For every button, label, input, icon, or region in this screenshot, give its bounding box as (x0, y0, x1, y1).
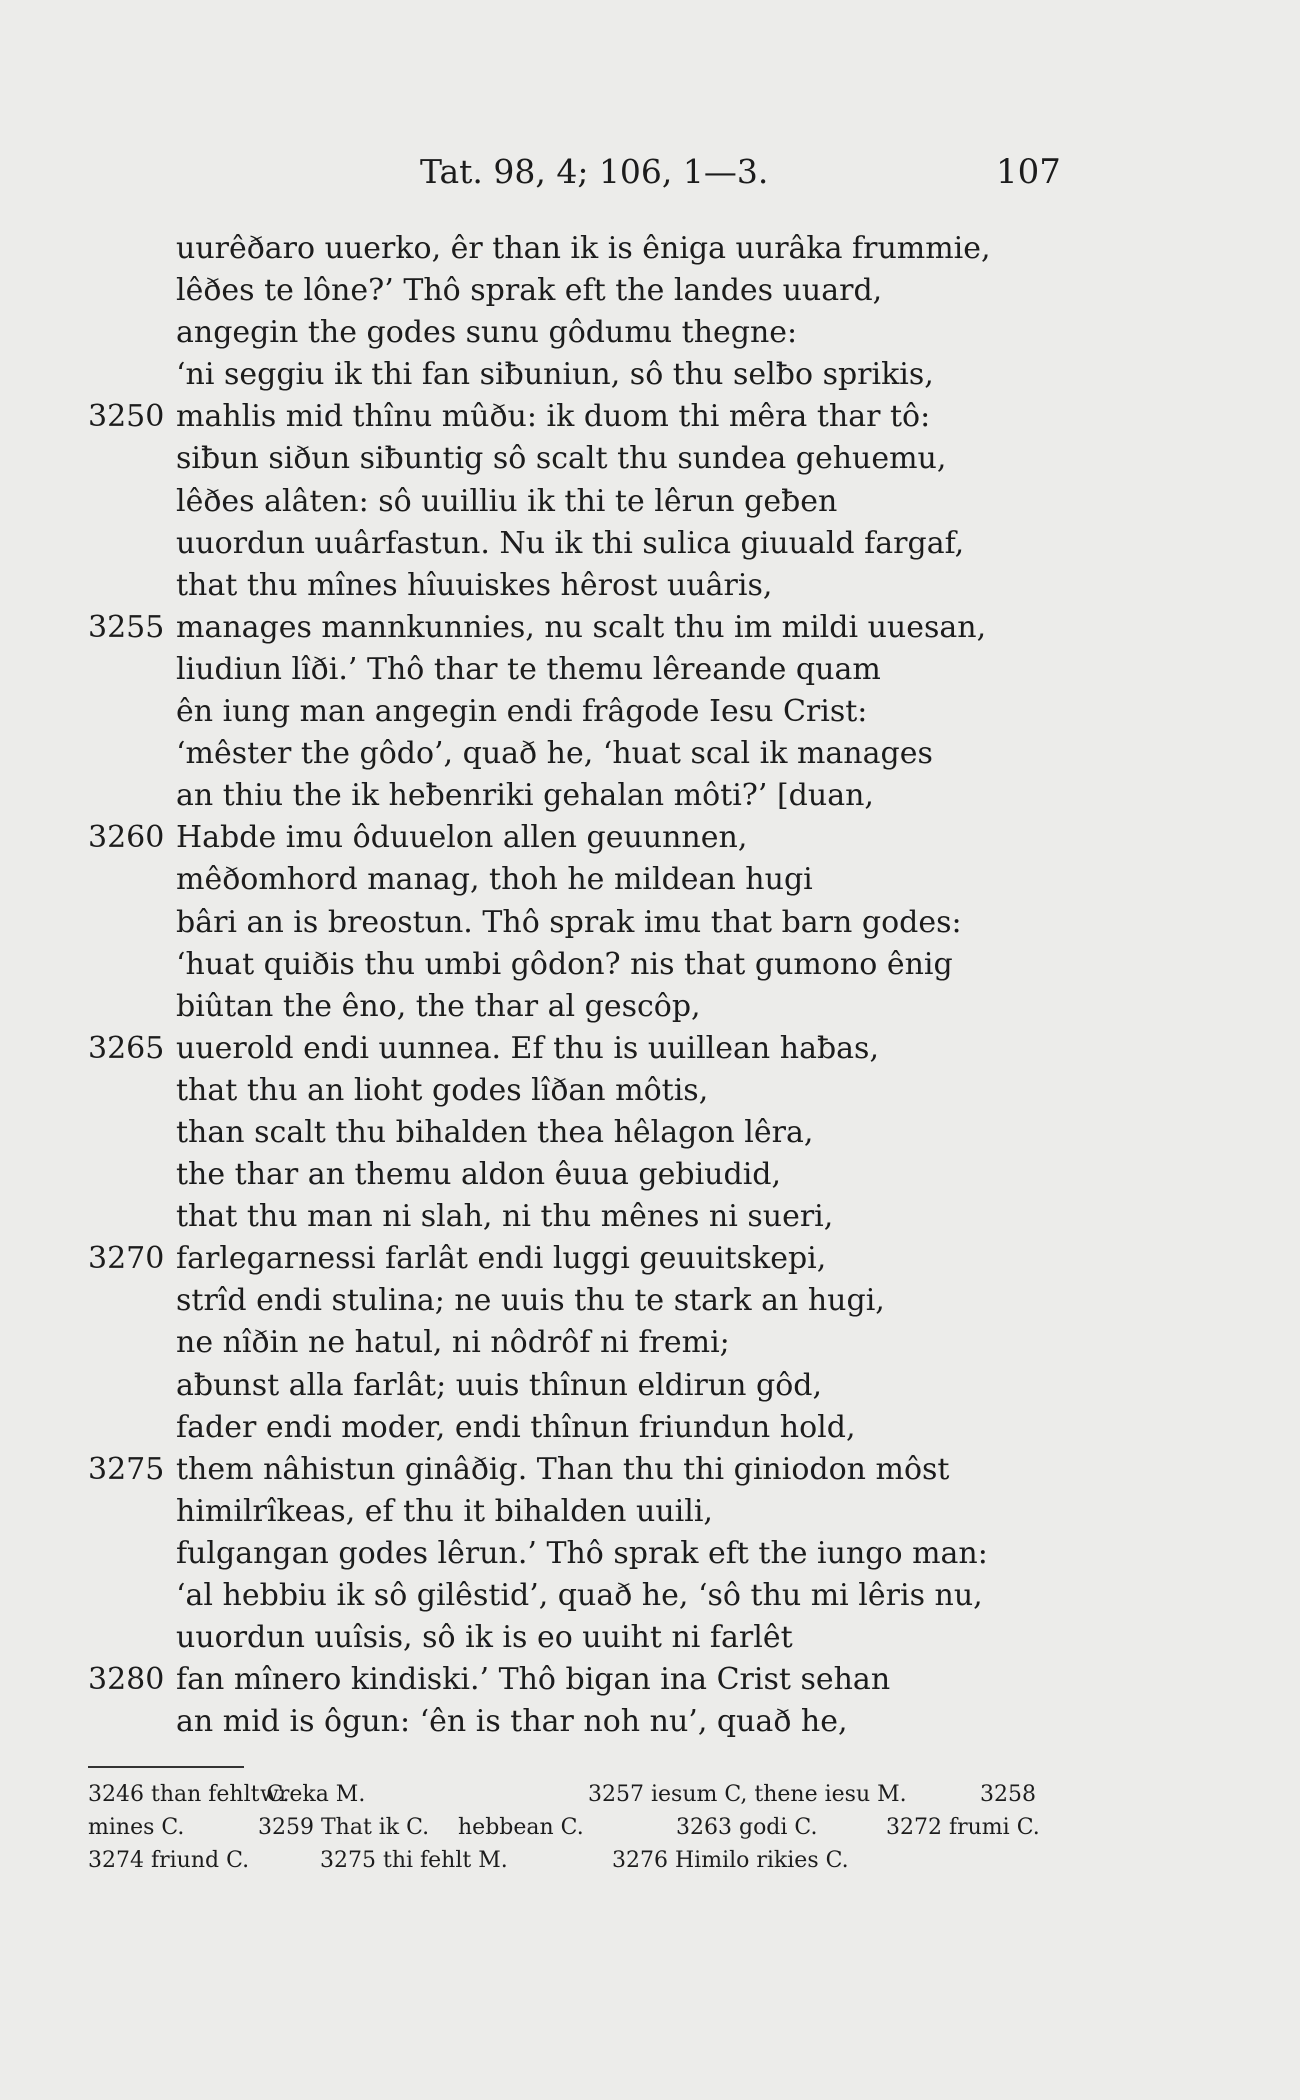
verse-text-line: angegin the godes sunu gôdumu thegne: (176, 315, 798, 351)
footnote-rule (88, 1766, 244, 1768)
verse-line (0, 1449, 1300, 1491)
verse-text-line: fulgangan godes lêrun.’ Thô sprak eft the iungo man: (176, 1535, 988, 1571)
verse-text-line: siƀun siðun siƀuntig sô scalt thu sundea gehuemu, (176, 441, 947, 477)
footnote-line (88, 1844, 1068, 1877)
verse-text-line: the thar an themu aldon êuua gebiudid, (176, 1157, 782, 1193)
verse-line (0, 733, 1300, 775)
verse-text-line: an thiu the ik heƀenriki gehalan môti?’ [duan, (176, 778, 874, 814)
verse-line (0, 1365, 1300, 1407)
footnotes (88, 1778, 1068, 1877)
verse-line (0, 817, 1300, 859)
verse-text-line: that thu mînes hîuuiskes hêrost uuâris, (176, 567, 773, 603)
verse-line (0, 481, 1300, 523)
verse-text-line: ‘ni seggiu ik thi fan siƀuniun, sô thu selƀo sprikis, (176, 357, 934, 393)
verse-text-line: liudiun lîði.’ Thô thar te themu lêreande quam (176, 651, 881, 687)
verse-line (0, 1701, 1300, 1743)
page-header (0, 152, 1300, 196)
footnote-entry: 3272 frumi C. (886, 1815, 1040, 1840)
verse-text-line: manages mannkunnies, nu scalt thu im mildi uuesan, (176, 609, 987, 645)
verse-text-line: ‘huat quiðis thu umbi gôdon? nis that gumono ênig (176, 946, 953, 982)
verse-line (0, 1196, 1300, 1238)
verse-line (0, 1238, 1300, 1280)
footnote-entry: 3259 That ik C. (258, 1815, 430, 1840)
verse-text (0, 228, 1300, 1743)
verse-line (0, 1617, 1300, 1659)
verse-text-line: himilrîkeas, ef thu it bihalden uuili, (176, 1493, 713, 1529)
verse-text-line: fader endi moder, endi thînun friundun hold, (176, 1409, 856, 1445)
line-number: 3260 (88, 820, 165, 856)
verse-line (0, 859, 1300, 901)
verse-line (0, 396, 1300, 438)
verse-text-line: aƀunst alla farlât; uuis thînun eldirun gôd, (176, 1367, 823, 1403)
footnote-entry: wreka M. (260, 1782, 366, 1807)
verse-text-line: ‘al hebbiu ik sô gilêstid’, quað he, ‘sô thu mi lêris nu, (176, 1578, 983, 1613)
verse-line (0, 1491, 1300, 1533)
verse-text-line: fan mînero kindiski.’ Thô bigan ina Crist sehan (176, 1662, 891, 1698)
verse-line (0, 986, 1300, 1028)
verse-text-line: lêðes te lône?’ Thô sprak eft the landes uuard, (176, 273, 883, 309)
footnote-line (88, 1778, 1068, 1811)
verse-text-line: uurêðaro uuerko, êr than ik is êniga uurâka frummie, (176, 231, 991, 266)
verse-text-line: uuordun uuîsis, sô ik is eo uuiht ni farlêt (176, 1620, 793, 1656)
verse-line (0, 1659, 1300, 1701)
verse-text-line: biûtan the êno, the thar al gescôp, (176, 988, 701, 1024)
verse-line (0, 1070, 1300, 1112)
verse-text-line: uuerold endi uunnea. Ef thu is uuillean haƀas, (176, 1030, 879, 1066)
verse-line (0, 1112, 1300, 1154)
verse-line (0, 1028, 1300, 1070)
verse-text-line: farlegarnessi farlât endi luggi geuuitskepi, (176, 1241, 827, 1277)
verse-line (0, 649, 1300, 691)
line-number: 3265 (88, 1030, 165, 1066)
verse-text-line: lêðes alâten: sô uuilliu ik thi te lêrun geƀen (176, 483, 838, 519)
verse-line (0, 1280, 1300, 1322)
verse-text-line: uuordun uuârfastun. Nu ik thi sulica giuuald fargaf, (176, 525, 965, 561)
verse-line (0, 565, 1300, 607)
verse-line (0, 691, 1300, 733)
footnote-entry: 3275 thi fehlt M. (320, 1848, 508, 1873)
footnote-line (88, 1811, 1068, 1844)
footnote-entry: hebbean C. (458, 1815, 584, 1840)
verse-line (0, 607, 1300, 649)
line-number: 3280 (88, 1662, 165, 1698)
footnote-entry: 3263 godi C. (676, 1815, 818, 1840)
line-number: 3275 (88, 1451, 165, 1487)
verse-line (0, 523, 1300, 565)
verse-line (0, 1575, 1300, 1617)
footnote-entry: 3274 friund C. (88, 1848, 250, 1873)
verse-line (0, 1407, 1300, 1449)
line-number: 3270 (88, 1241, 165, 1277)
verse-text-line: ‘mêster the gôdo’, quað he, ‘huat scal ik manages (176, 736, 933, 772)
running-title: Tat. 98, 4; 106, 1—3. (420, 152, 769, 191)
verse-line (0, 775, 1300, 817)
verse-text-line: ne nîðin ne hatul, ni nôdrôf ni fremi; (176, 1325, 730, 1361)
page-number: 107 (996, 152, 1061, 192)
verse-line (0, 270, 1300, 312)
verse-text-line: ên iung man angegin endi frâgode Iesu Crist: (176, 694, 868, 730)
verse-text-line: mahlis mid thînu mûðu: ik duom thi mêra thar tô: (176, 399, 931, 435)
verse-text-line: an mid is ôgun: ‘ên is thar noh nu’, quað he, (176, 1704, 848, 1740)
verse-line (0, 944, 1300, 986)
verse-text-line: strîd endi stulina; ne uuis thu te stark an hugi, (176, 1283, 885, 1319)
verse-text-line: bâri an is breostun. Thô sprak imu that barn godes: (176, 904, 962, 940)
verse-text-line: Habde imu ôduuelon allen geuunnen, (176, 820, 748, 856)
line-number: 3250 (88, 399, 165, 435)
verse-text-line: mêðomhord manag, thoh he mildean hugi (176, 862, 813, 898)
verse-text-line: than scalt thu bihalden thea hêlagon lêra, (176, 1114, 814, 1150)
verse-line (0, 1533, 1300, 1575)
verse-line (0, 438, 1300, 480)
footnote-entry: 3258 (980, 1782, 1036, 1807)
verse-line (0, 354, 1300, 396)
footnote-entry: 3257 iesum C, thene iesu M. (588, 1782, 907, 1807)
footnote-entry: 3246 than fehlt C. (88, 1782, 290, 1807)
verse-line (0, 902, 1300, 944)
line-number: 3255 (88, 609, 165, 645)
verse-line (0, 312, 1300, 354)
verse-line (0, 1322, 1300, 1364)
verse-line (0, 228, 1300, 270)
footnote-entry: mines C. (88, 1815, 185, 1840)
verse-text-line: them nâhistun ginâðig. Than thu thi giniodon môst (176, 1451, 950, 1487)
footnote-entry: 3276 Himilo rikies C. (612, 1848, 849, 1873)
verse-text-line: that thu an lioht godes lîðan môtis, (176, 1072, 709, 1108)
verse-text-line: that thu man ni slah, ni thu mênes ni sueri, (176, 1199, 834, 1235)
verse-line (0, 1154, 1300, 1196)
